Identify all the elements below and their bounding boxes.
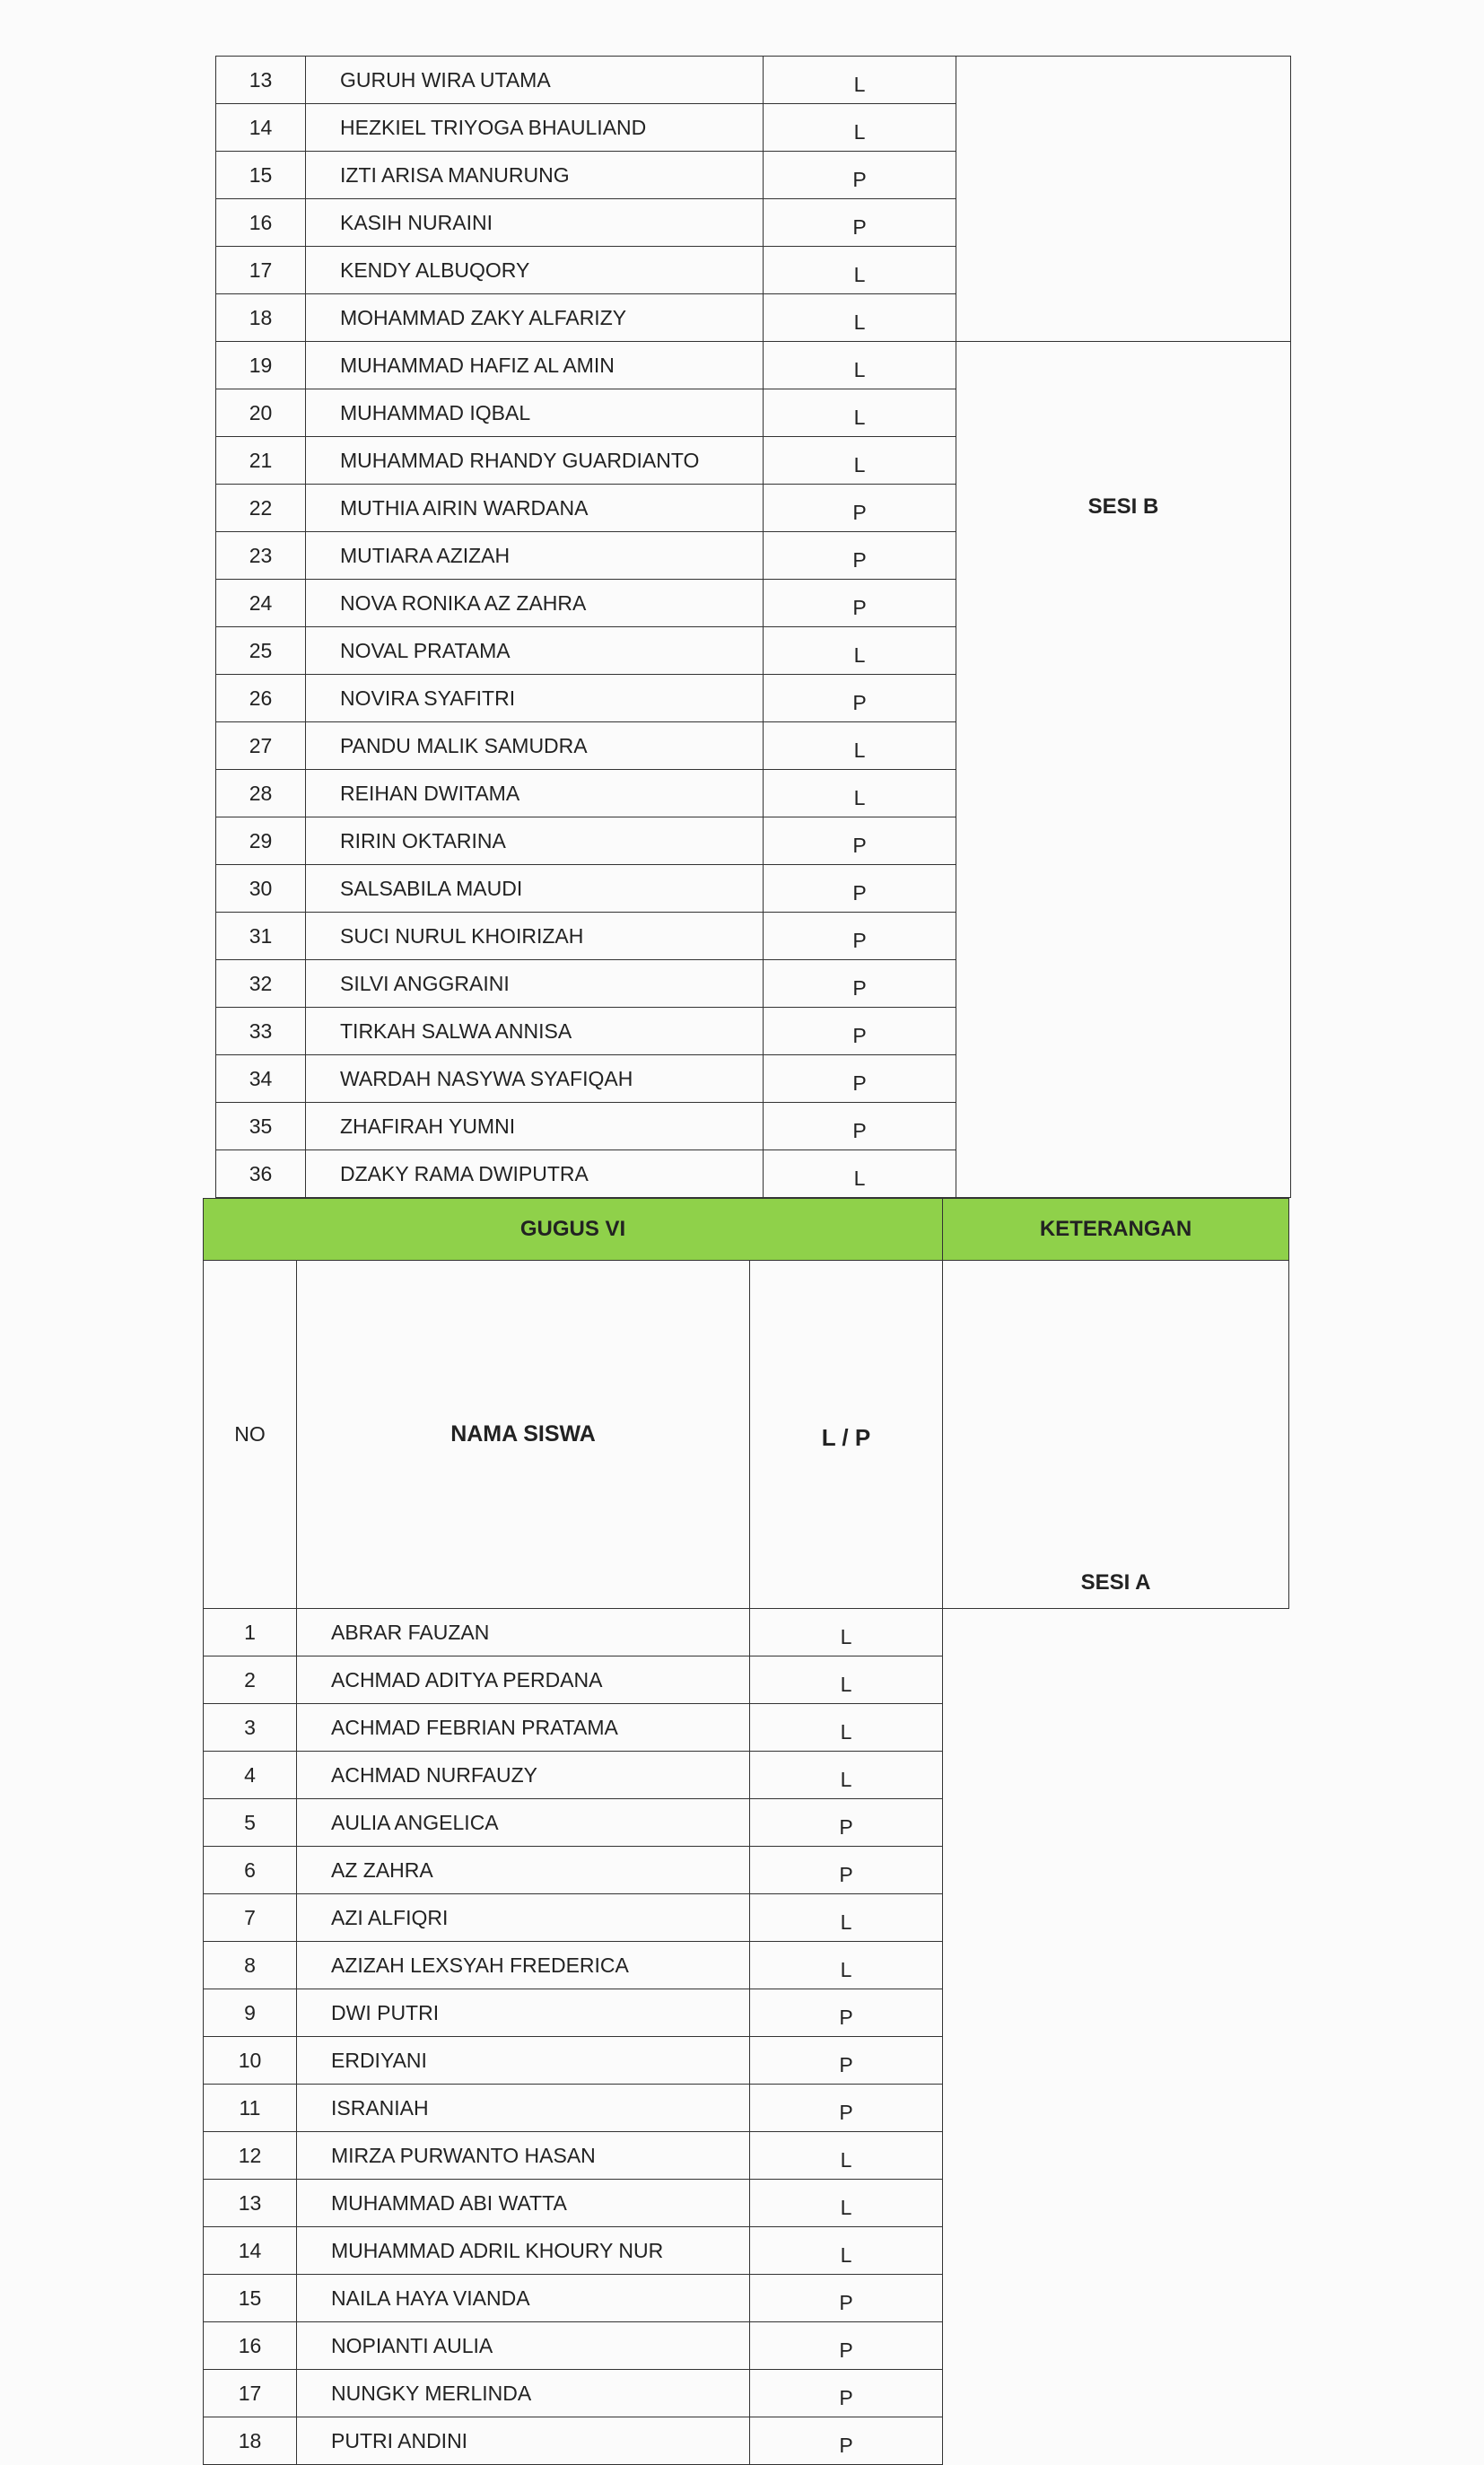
row-number: 13 [216,57,306,104]
column-header-row [204,1261,1289,1609]
row-number: 22 [216,485,306,532]
student-name: ISRANIAH [297,2085,750,2132]
row-number: 30 [216,865,306,913]
student-name: ZHAFIRAH YUMNI [306,1103,764,1150]
student-name: ACHMAD FEBRIAN PRATAMA [297,1704,750,1752]
student-name: HEZKIEL TRIYOGA BHAULIAND [306,104,764,152]
keterangan-sesi-a: SESI A [943,1261,1289,1609]
row-number: 14 [216,104,306,152]
gender: P [750,1799,943,1847]
student-name: WARDAH NASYWA SYAFIQAH [306,1055,764,1103]
gender: L [750,1752,943,1799]
row-number: 36 [216,1150,306,1198]
gender: P [764,817,956,865]
student-name: KASIH NURAINI [306,199,764,247]
row-number: 29 [216,817,306,865]
student-name: DZAKY RAMA DWIPUTRA [306,1150,764,1198]
gender: P [764,1055,956,1103]
student-name: MOHAMMAD ZAKY ALFARIZY [306,294,764,342]
gender: L [764,294,956,342]
col-header-lp: L / P [750,1261,943,1609]
row-number: 18 [204,2417,297,2465]
row-number: 9 [204,1989,297,2037]
gender: L [750,2180,943,2227]
row-number: 34 [216,1055,306,1103]
row-number: 1 [204,1609,297,1656]
table-row [204,2085,1289,2132]
table-row [204,2370,1289,2417]
student-name: ABRAR FAUZAN [297,1609,750,1656]
row-number: 18 [216,294,306,342]
gender: L [750,1656,943,1704]
gender: P [750,1989,943,2037]
row-number: 16 [216,199,306,247]
table-row [204,1656,1289,1704]
table-row [204,2227,1289,2275]
col-header-no: NO [204,1261,297,1609]
gender: P [750,2037,943,2085]
keterangan-header: KETERANGAN [943,1199,1289,1261]
gender: P [764,199,956,247]
student-name: MUTHIA AIRIN WARDANA [306,485,764,532]
table-row [204,1799,1289,1847]
row-number: 8 [204,1942,297,1989]
gender: L [750,1894,943,1942]
student-name: RIRIN OKTARINA [306,817,764,865]
row-number: 28 [216,770,306,817]
student-name: MUTIARA AZIZAH [306,532,764,580]
gender: L [750,1942,943,1989]
table-row [204,1609,1289,1656]
student-name: PUTRI ANDINI [297,2417,750,2465]
row-number: 24 [216,580,306,627]
keterangan-sesi-b: SESI B [956,342,1291,1198]
gender: L [764,770,956,817]
row-number: 10 [204,2037,297,2085]
keterangan-cell-empty [956,57,1291,342]
row-number: 31 [216,913,306,960]
gender: P [764,152,956,199]
student-name: KENDY ALBUQORY [306,247,764,294]
row-number: 21 [216,437,306,485]
gender: L [750,2227,943,2275]
gender: P [750,2085,943,2132]
student-name: NOVA RONIKA AZ ZAHRA [306,580,764,627]
table-row [216,57,1291,104]
gender: L [750,2132,943,2180]
gender: L [750,1609,943,1656]
gender: L [750,1704,943,1752]
gender: P [750,2370,943,2417]
student-name: NOVIRA SYAFITRI [306,675,764,722]
table-row [204,2417,1289,2465]
student-name: ACHMAD NURFAUZY [297,1752,750,1799]
student-name: IZTI ARISA MANURUNG [306,152,764,199]
table-row [204,1704,1289,1752]
table-row [204,2275,1289,2322]
student-name: ERDIYANI [297,2037,750,2085]
student-name: REIHAN DWITAMA [306,770,764,817]
gender: L [764,1150,956,1198]
row-number: 6 [204,1847,297,1894]
gugus-vi-table [203,1198,1289,2465]
row-number: 33 [216,1008,306,1055]
row-number: 25 [216,627,306,675]
row-number: 23 [216,532,306,580]
student-name: NAILA HAYA VIANDA [297,2275,750,2322]
gender: P [764,675,956,722]
student-name: MUHAMMAD RHANDY GUARDIANTO [306,437,764,485]
row-number: 2 [204,1656,297,1704]
group-header-row [204,1199,1289,1261]
row-number: 13 [204,2180,297,2227]
col-header-nama: NAMA SISWA [297,1261,750,1609]
student-name: ACHMAD ADITYA PERDANA [297,1656,750,1704]
gender: P [764,1103,956,1150]
table-row [204,1752,1289,1799]
table-row [204,2322,1289,2370]
gender: L [764,389,956,437]
row-number: 15 [204,2275,297,2322]
row-number: 27 [216,722,306,770]
student-table-continued [215,56,1291,1198]
row-number: 11 [204,2085,297,2132]
row-number: 17 [216,247,306,294]
table-row [204,2180,1289,2227]
student-name: MUHAMMAD IQBAL [306,389,764,437]
gender: P [764,485,956,532]
student-name: SILVI ANGGRAINI [306,960,764,1008]
gender: P [764,913,956,960]
student-name: MUHAMMAD ABI WATTA [297,2180,750,2227]
row-number: 17 [204,2370,297,2417]
gender: P [764,960,956,1008]
table-row [204,2037,1289,2085]
student-name: AULIA ANGELICA [297,1799,750,1847]
gender: P [764,1008,956,1055]
student-name: SALSABILA MAUDI [306,865,764,913]
student-name: AZI ALFIQRI [297,1894,750,1942]
table-row [204,1847,1289,1894]
student-name: MIRZA PURWANTO HASAN [297,2132,750,2180]
gender: L [764,722,956,770]
gender: P [750,2275,943,2322]
group-title: GUGUS VI [204,1199,943,1261]
student-name: MUHAMMAD HAFIZ AL AMIN [306,342,764,389]
gender: L [764,104,956,152]
gender: L [764,57,956,104]
gender: P [764,532,956,580]
student-name: TIRKAH SALWA ANNISA [306,1008,764,1055]
student-name: PANDU MALIK SAMUDRA [306,722,764,770]
row-number: 32 [216,960,306,1008]
row-number: 15 [216,152,306,199]
student-name: NOVAL PRATAMA [306,627,764,675]
row-number: 35 [216,1103,306,1150]
student-name: NOPIANTI AULIA [297,2322,750,2370]
row-number: 14 [204,2227,297,2275]
student-name: GURUH WIRA UTAMA [306,57,764,104]
student-name: NUNGKY MERLINDA [297,2370,750,2417]
row-number: 26 [216,675,306,722]
row-number: 4 [204,1752,297,1799]
gender: P [750,2322,943,2370]
table-row [204,1894,1289,1942]
row-number: 7 [204,1894,297,1942]
row-number: 19 [216,342,306,389]
row-number: 12 [204,2132,297,2180]
student-name: MUHAMMAD ADRIL KHOURY NUR [297,2227,750,2275]
gender: P [764,865,956,913]
table-row [216,342,1291,389]
gender: L [764,342,956,389]
table-row [204,1989,1289,2037]
table-row [204,2132,1289,2180]
gender: L [764,247,956,294]
student-name: DWI PUTRI [297,1989,750,2037]
gender: P [764,580,956,627]
gender: P [750,1847,943,1894]
table-row [204,1942,1289,1989]
row-number: 3 [204,1704,297,1752]
student-name: AZ ZAHRA [297,1847,750,1894]
row-number: 20 [216,389,306,437]
row-number: 5 [204,1799,297,1847]
student-name: SUCI NURUL KHOIRIZAH [306,913,764,960]
gender: P [750,2417,943,2465]
row-number: 16 [204,2322,297,2370]
gender: L [764,437,956,485]
gender: L [764,627,956,675]
student-name: AZIZAH LEXSYAH FREDERICA [297,1942,750,1989]
